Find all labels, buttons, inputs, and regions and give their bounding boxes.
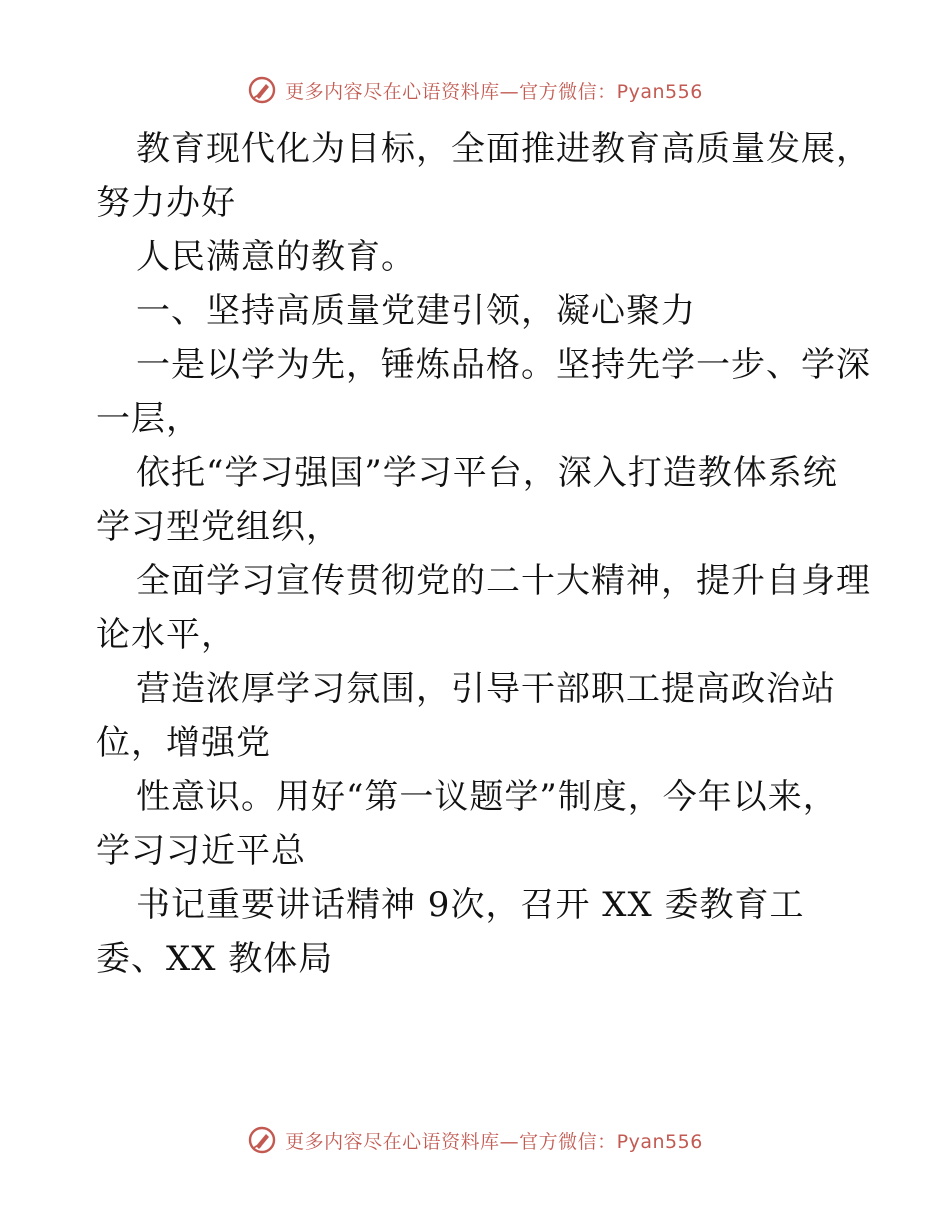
text-line: 位，增强党 xyxy=(96,723,271,763)
text-line: 营造浓厚学习氛围，引导干部职工提高政治站 xyxy=(136,669,836,709)
text-line: 人民满意的教育。 xyxy=(136,237,416,277)
pen-seal-icon xyxy=(247,1125,277,1155)
section-heading: 一、坚持高质量党建引领，凝心聚力 xyxy=(136,291,696,331)
text-line: 一层， xyxy=(96,399,201,439)
text-line: 努力办好 xyxy=(96,183,236,223)
watermark-text: 更多内容尽在心语资料库—官方微信：Pyan556 xyxy=(285,80,703,103)
text-line: 委、XX 教体局 xyxy=(96,939,334,979)
text-line: 一是以学为先，锤炼品格。坚持先学一步、学深 xyxy=(136,345,871,385)
text-line: 依托“学习强国”学习平台，深入打造教体系统 xyxy=(136,453,838,493)
pen-seal-icon xyxy=(247,75,277,105)
text-line: 教育现代化为目标，全面推进教育高质量发展， xyxy=(136,129,871,169)
watermark-text: 更多内容尽在心语资料库—官方微信：Pyan556 xyxy=(285,1130,703,1153)
text-line: 全面学习宣传贯彻党的二十大精神，提升自身理 xyxy=(136,561,871,601)
text-line: 性意识。用好“第一议题学”制度，今年以来， xyxy=(136,777,838,817)
text-line: 学习型党组织， xyxy=(96,507,341,547)
text-line: 书记重要讲话精神 9次，召开 XX 委教育工 xyxy=(136,885,805,925)
header-watermark xyxy=(0,70,950,110)
text-line: 学习习近平总 xyxy=(96,831,306,871)
footer-watermark xyxy=(0,1120,950,1160)
text-line: 论水平， xyxy=(96,615,236,655)
document-body xyxy=(96,122,876,986)
